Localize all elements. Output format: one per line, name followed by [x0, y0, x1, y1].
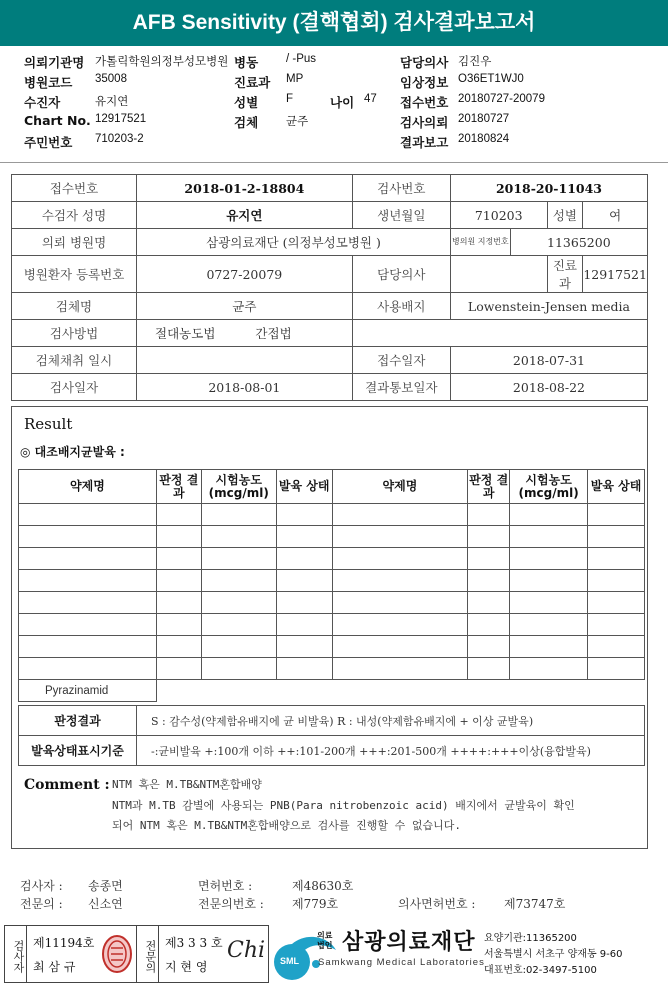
method-empty — [352, 320, 647, 347]
control-growth-label: ◎ 대조배지균발육 : — [20, 445, 125, 459]
comment-line-1: NTM 혹은 M.TB&NTM혼합배양 — [112, 778, 262, 791]
col-conc-left: 시험농도 (mcg/ml) — [201, 470, 276, 504]
col-judge-left: 판정 결과 — [156, 470, 201, 504]
clinical-label: 임상정보 — [400, 75, 449, 90]
lab-logo-block — [272, 925, 664, 983]
form-sex-label: 성별 — [547, 202, 583, 229]
notified-value: 2018-08-22 — [450, 374, 647, 401]
designated-label: 병의원 지정번호 — [450, 229, 510, 256]
form-specimen-value: 균주 — [137, 293, 353, 320]
table-row — [19, 526, 645, 548]
age-value: 47 — [364, 93, 377, 105]
receipt-no-label: 접수번호 — [12, 175, 137, 202]
header-divider — [0, 162, 668, 163]
lab-code: 요양기관:11365200 — [484, 933, 577, 944]
age-label: 나이 — [330, 95, 355, 110]
received-value: 2018-07-31 — [450, 347, 647, 374]
table-row — [19, 504, 645, 526]
method-2: 간접법 — [255, 326, 292, 341]
growth-legend-value: -:균비발육 +:100개 이하 ++:101-200개 +++:201-500개 ++++:+++이상(융합발육) — [137, 736, 645, 766]
dob-value: 710203 — [450, 202, 547, 229]
received-label: 접수일자 — [352, 347, 450, 374]
request-form-table — [11, 174, 648, 401]
report-title: AFB Sensitivity (결핵협회) 검사결과보고서 — [0, 0, 668, 46]
specialist-label: 전문의 : — [20, 897, 63, 911]
sensitivity-table — [18, 469, 645, 702]
name-label: 수검자 성명 — [12, 202, 137, 229]
specimen-label: 검체 — [234, 115, 259, 130]
signature-handwriting: Chi — [227, 938, 266, 963]
form-specimen-label: 검체명 — [12, 293, 137, 320]
doctor-value: 김진우 — [458, 56, 492, 68]
col-growth-right: 발육 상태 — [588, 470, 645, 504]
result-title: Result — [24, 415, 73, 433]
tester-vertical-label: 검사자 — [5, 926, 27, 982]
receipt-no-value: 2018-01-2-18804 — [137, 175, 353, 202]
dept-label: 진료과 — [234, 75, 271, 90]
spec-license-label: 전문의번호 : — [198, 897, 264, 911]
seal-icon — [101, 934, 133, 974]
test-no-label: 검사번호 — [352, 175, 450, 202]
chart-label: Chart No. — [24, 113, 91, 128]
lab-name: 삼광의료재단 — [342, 930, 476, 955]
ward-label: 병동 — [234, 55, 259, 70]
form-doctor-value — [450, 256, 547, 293]
tested-value: 2018-08-01 — [137, 374, 353, 401]
specialist-value: 신소연 — [88, 897, 123, 911]
table-row-last — [19, 680, 645, 702]
comment-line-3: 되어 NTM 혹은 M.TB&NTM혼합배양으로 검사를 진행할 수 없습니다. — [112, 819, 461, 832]
judge-legend-label: 판정결과 — [19, 706, 137, 736]
spec-license-value: 제779호 — [292, 897, 339, 911]
signature-box — [4, 925, 269, 983]
specimen-value: 균주 — [286, 116, 309, 128]
col-conc-right: 시험농도 (mcg/ml) — [510, 470, 588, 504]
form-sex-value: 여 — [583, 202, 648, 229]
table-row — [19, 548, 645, 570]
report-header — [24, 53, 654, 153]
tester-stamp-cell — [27, 926, 137, 982]
chart-value: 12917521 — [95, 113, 147, 125]
growth-legend-label: 발육상태표시기준 — [19, 736, 137, 766]
method-label: 검사방법 — [12, 320, 137, 347]
form-doctor-label: 담당의사 — [352, 256, 450, 293]
method-1: 절대농도법 — [155, 326, 216, 341]
sex-value: F — [286, 93, 294, 105]
rrn-label: 주민번호 — [24, 135, 73, 150]
doctor-license-value: 제73747호 — [504, 897, 566, 911]
spec-vertical-label: 전문의 — [137, 926, 159, 982]
dept-value: MP — [286, 73, 304, 85]
spec-number: 제3 3 3 호 — [165, 936, 223, 950]
institution-value: 가톨릭학원의정부성모병원 — [95, 56, 229, 68]
lab-address: 서울특별시 서초구 양재동 9-60 — [484, 949, 623, 960]
table-row — [19, 614, 645, 636]
license-value: 제48630호 — [292, 879, 354, 893]
tester-number: 제11194호 — [33, 936, 95, 950]
notified-label: 결과통보일자 — [352, 374, 450, 401]
spec-name: 지 현 영 — [165, 960, 208, 974]
report-date-value: 20180824 — [458, 133, 510, 145]
patient-value: 유지연 — [95, 96, 129, 108]
medium-label: 사용배지 — [352, 293, 450, 320]
form-dept-value: 12917521 — [583, 256, 648, 293]
hospital-code-value: 35008 — [95, 73, 127, 85]
ward-value: / -Pus — [286, 53, 317, 65]
tester-label: 검사자 : — [20, 879, 63, 893]
comment-label: Comment : — [24, 777, 110, 793]
sml-text: SML — [280, 956, 299, 966]
medium-value: Lowenstein-Jensen media — [450, 293, 647, 320]
report-date-label: 결과보고 — [400, 135, 449, 150]
institution-label: 의뢰기관명 — [24, 55, 85, 70]
rrn-value: 710203-2 — [95, 133, 144, 145]
request-label: 검사의뢰 — [400, 115, 449, 130]
tester-name: 최 삼 규 — [33, 960, 76, 974]
table-row — [19, 658, 645, 680]
license-label: 면허번호 : — [198, 879, 253, 893]
lab-english-name: Samkwang Medical Laboratories — [318, 957, 485, 968]
table-row — [19, 592, 645, 614]
hospital-value: 삼광의료재단 (의정부성모병원 ) — [137, 229, 451, 256]
result-section — [11, 406, 648, 849]
spec-sign-cell — [159, 926, 269, 982]
collect-value — [137, 347, 353, 374]
tester-value: 송종면 — [88, 879, 123, 893]
receipt-label: 접수번호 — [400, 95, 449, 110]
col-drug-left: 약제명 — [19, 470, 157, 504]
doctor-label: 담당의사 — [400, 55, 449, 70]
name-value: 유지연 — [137, 202, 353, 229]
hospital-label: 의뢰 병원명 — [12, 229, 137, 256]
corp-label: 의료법인 — [317, 931, 333, 950]
legend-table — [18, 705, 645, 766]
col-growth-left: 발육 상태 — [276, 470, 332, 504]
tested-label: 검사일자 — [12, 374, 137, 401]
clinical-value: O36ET1WJ0 — [458, 73, 524, 85]
patient-label: 수진자 — [24, 95, 61, 110]
request-value: 20180727 — [458, 113, 510, 125]
designated-value: 11365200 — [510, 229, 647, 256]
col-drug-right: 약제명 — [332, 470, 468, 504]
lab-phone: 대표번호:02-3497-5100 — [484, 965, 597, 976]
col-judge-right: 판정 결과 — [468, 470, 510, 504]
hospital-code-label: 병원코드 — [24, 75, 73, 90]
doctor-license-label: 의사면허번호 : — [398, 897, 476, 911]
drug-pyrazinamid: Pyrazinamid — [19, 680, 157, 702]
receipt-value: 20180727-20079 — [458, 93, 545, 105]
reg-label: 병원환자 등록번호 — [12, 256, 137, 293]
sex-label: 성별 — [234, 95, 259, 110]
reg-value: 0727-20079 — [137, 256, 353, 293]
dob-label: 생년월일 — [352, 202, 450, 229]
method-value — [137, 320, 353, 347]
test-no-value: 2018-20-11043 — [450, 175, 647, 202]
judge-legend-value: S : 감수성(약제함유배지에 균 비발육) R : 내성(약제함유배지에 + 이상 균발육) — [137, 706, 645, 736]
table-row — [19, 570, 645, 592]
comment-line-2: NTM과 M.TB 감별에 사용되는 PNB(Para nitrobenzoic acid) 배지에서 균발육이 확인 — [112, 799, 575, 812]
form-dept-label: 진료과 — [547, 256, 583, 293]
table-row — [19, 636, 645, 658]
collect-label: 검체채취 일시 — [12, 347, 137, 374]
